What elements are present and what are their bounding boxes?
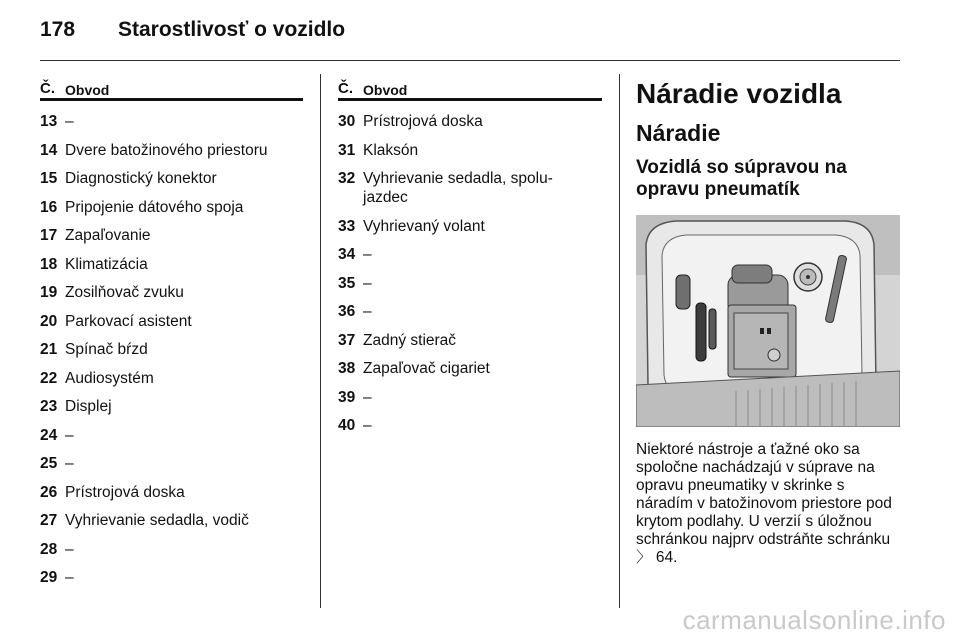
fuse-number: 23 bbox=[40, 398, 58, 415]
circuit-name: – bbox=[363, 246, 372, 263]
table-row bbox=[40, 141, 303, 160]
column-header-number: Č. bbox=[338, 80, 353, 97]
fuse-number: 32 bbox=[338, 170, 356, 187]
circuit-name: Prístrojová doska bbox=[65, 483, 185, 501]
fuse-number: 38 bbox=[338, 360, 356, 377]
circuit-name: – bbox=[65, 113, 74, 130]
section-paragraph bbox=[636, 441, 902, 567]
fuse-number: 27 bbox=[40, 512, 58, 529]
circuit-name: Dvere batožinového priestoru bbox=[65, 141, 268, 159]
circuit-name: Diagnostický konektor bbox=[65, 170, 217, 187]
fuse-number: 20 bbox=[40, 312, 58, 330]
table-row bbox=[338, 416, 602, 435]
page-number: 178 bbox=[40, 18, 76, 41]
circuit-name: Klimatizácia bbox=[65, 255, 148, 273]
circuit-name: Zapaľovanie bbox=[65, 227, 151, 244]
table-row bbox=[40, 169, 303, 188]
fuse-number: 35 bbox=[338, 274, 356, 292]
table-row bbox=[338, 359, 602, 378]
table-row bbox=[40, 369, 303, 388]
fuse-number: 21 bbox=[40, 341, 58, 358]
section-title: Náradie vozidla bbox=[636, 78, 842, 109]
table-row bbox=[40, 397, 303, 416]
circuit-name: Displej bbox=[65, 398, 112, 415]
table-row bbox=[338, 112, 602, 131]
fuse-number: 31 bbox=[338, 141, 356, 159]
table-row bbox=[338, 302, 602, 321]
header-rule bbox=[40, 60, 900, 61]
circuit-name: Zadný stierač bbox=[363, 331, 457, 349]
circuit-name: – bbox=[363, 274, 372, 292]
table-row bbox=[40, 483, 303, 502]
fuse-number: 37 bbox=[338, 331, 356, 349]
circuit-name: Parkovací asistent bbox=[65, 312, 192, 330]
chapter-title: Starostlivosť o vozidlo bbox=[118, 18, 346, 41]
circuit-name: – bbox=[65, 426, 74, 444]
fuse-number: 16 bbox=[40, 198, 58, 216]
table-row bbox=[338, 245, 602, 264]
circuit-name: Vyhrievanie sedadla, vodič bbox=[65, 512, 249, 529]
table-row bbox=[40, 568, 303, 587]
circuit-name: Vyhrievaný volant bbox=[363, 217, 485, 235]
circuit-name: Klaksón bbox=[363, 141, 419, 159]
fuse-number: 13 bbox=[40, 113, 58, 130]
fuse-number: 19 bbox=[40, 284, 58, 301]
table-header bbox=[40, 70, 303, 101]
circuit-name: – bbox=[363, 388, 372, 406]
table-row bbox=[40, 255, 303, 274]
column-divider bbox=[320, 74, 321, 608]
circuit-name: Pripojenie dátového spoja bbox=[65, 198, 244, 216]
fuse-number: 30 bbox=[338, 113, 356, 130]
page-header bbox=[40, 18, 920, 48]
table-row bbox=[40, 198, 303, 217]
circuit-name: Audiosystém bbox=[65, 369, 154, 387]
table-row bbox=[40, 454, 303, 473]
fuse-table-right bbox=[338, 70, 602, 445]
table-row bbox=[40, 426, 303, 445]
column-header-circuit: Obvod bbox=[65, 82, 110, 98]
table-body bbox=[338, 112, 602, 435]
table-row bbox=[40, 340, 303, 359]
vehicle-tools-section bbox=[636, 70, 902, 567]
section-subtitle: Náradie bbox=[636, 120, 721, 146]
column-divider bbox=[619, 74, 620, 608]
fuse-number: 33 bbox=[338, 217, 356, 235]
fuse-number: 28 bbox=[40, 540, 58, 558]
circuit-name: – bbox=[65, 569, 74, 586]
circuit-name: Zosilňovač zvuku bbox=[65, 284, 184, 301]
fuse-number: 40 bbox=[338, 417, 356, 434]
table-row bbox=[40, 540, 303, 559]
circuit-name: – bbox=[65, 540, 74, 558]
fuse-number: 17 bbox=[40, 227, 58, 244]
circuit-name: Zapaľovač cigariet bbox=[363, 360, 490, 377]
fuse-table-left bbox=[40, 70, 303, 597]
fuse-number: 18 bbox=[40, 255, 58, 273]
fuse-number: 29 bbox=[40, 569, 58, 586]
fuse-number: 15 bbox=[40, 170, 58, 187]
table-row bbox=[338, 169, 602, 207]
table-row bbox=[338, 141, 602, 160]
column-header-number: Č. bbox=[40, 80, 55, 97]
table-row bbox=[40, 112, 303, 131]
watermark: carmanualsonline.info bbox=[682, 605, 946, 635]
fuse-number: 25 bbox=[40, 455, 58, 472]
fuse-number: 24 bbox=[40, 426, 58, 444]
table-row bbox=[338, 217, 602, 236]
circuit-name: Spínač bŕzd bbox=[65, 341, 148, 358]
table-row bbox=[40, 511, 303, 530]
circuit-name: – bbox=[363, 303, 372, 320]
fuse-number: 39 bbox=[338, 388, 356, 406]
table-row bbox=[40, 312, 303, 331]
table-row bbox=[338, 331, 602, 350]
table-row bbox=[338, 274, 602, 293]
fuse-number: 26 bbox=[40, 483, 58, 501]
circuit-name: Prístrojová doska bbox=[363, 113, 483, 130]
circuit-name: Vyhrievanie sedadla, spolu- jazdec bbox=[363, 170, 553, 206]
table-row bbox=[40, 226, 303, 245]
section-subsubtitle: Vozidlá so súpravou na opravu pneumatík bbox=[636, 157, 847, 200]
fuse-number: 14 bbox=[40, 141, 58, 159]
page-reference[interactable]: 64. bbox=[655, 549, 678, 566]
table-header bbox=[338, 70, 602, 101]
tyre-repair-kit-photo bbox=[636, 215, 900, 427]
page-reference-icon: 〉 bbox=[636, 549, 652, 566]
table-row bbox=[40, 283, 303, 302]
fuse-number: 36 bbox=[338, 303, 356, 320]
table-body bbox=[40, 112, 303, 587]
table-row bbox=[338, 388, 602, 407]
fuse-number: 34 bbox=[338, 246, 356, 263]
circuit-name: – bbox=[65, 455, 74, 472]
column-header-circuit: Obvod bbox=[363, 82, 408, 98]
circuit-name: – bbox=[363, 417, 372, 434]
paragraph-text: Niektoré nástroje a ťažné oko sa spoločne nachádzajú v súprave na opravu pneumatiky v skrinke s náradím v batožinovom priestore pod krytom podlahy. U verzií s úložnou schránkou najprv odstráňte schránku bbox=[636, 441, 892, 548]
fuse-number: 22 bbox=[40, 369, 58, 387]
